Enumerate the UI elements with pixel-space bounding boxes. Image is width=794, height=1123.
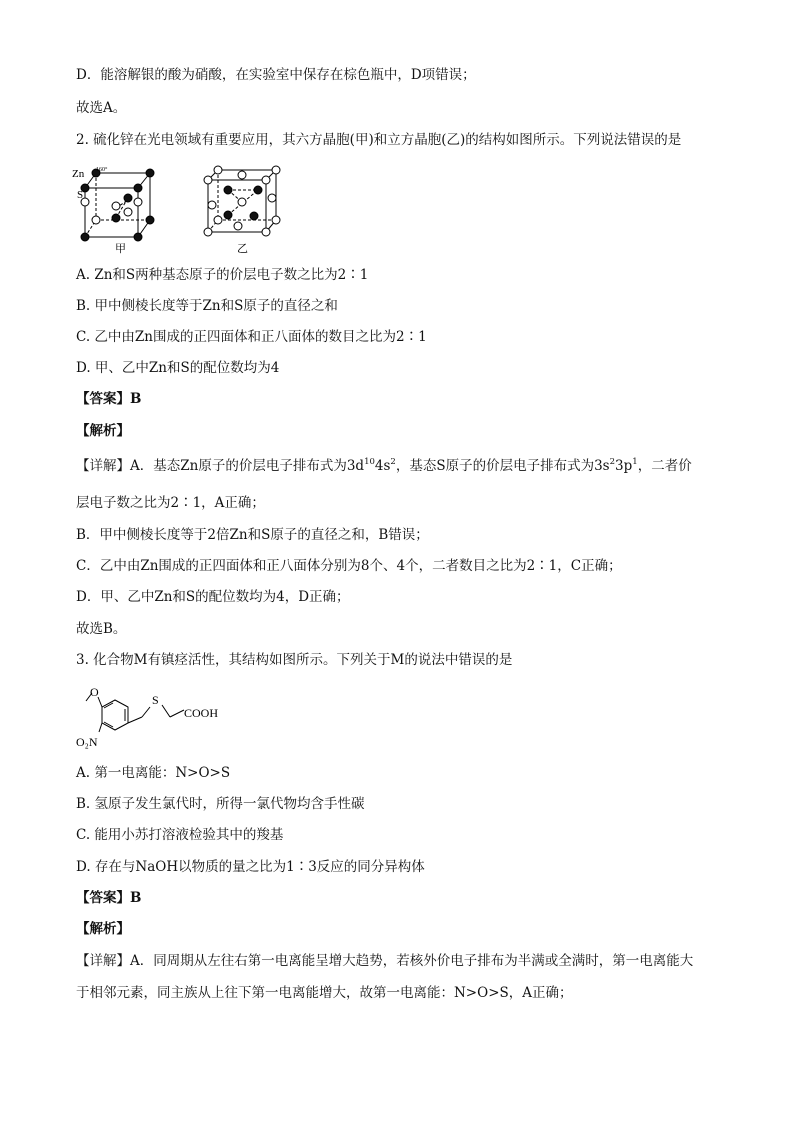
q3-option-a: A. 第一电离能：N>O>S [76, 765, 231, 781]
line-q1-choose: 故选A。 [76, 100, 127, 116]
q3-detail-a-1: 【详解】A．同周期从左往右第一电离能呈增大趋势，若核外价电子排布为半满或全满时，第一电离能大 [76, 953, 694, 969]
label-s: S [77, 189, 84, 201]
q3-option-c: C. 能用小苏打溶液检验其中的羧基 [76, 827, 284, 843]
q3-detail-a-2: 于相邻元素，同主族从上往下第一电离能增大，故第一电离能：N>O>S，A正确； [76, 985, 573, 1001]
q3-option-b: B. 氢原子发生氯代时，所得一氯代物均含手性碳 [76, 796, 365, 812]
compound-m-structure [72, 680, 242, 752]
q2-choose: 故选B。 [76, 621, 127, 637]
q3-option-d: D. 存在与NaOH以物质的量之比为1∶3反应的同分异构体 [76, 859, 425, 875]
q2-detail-a [76, 457, 692, 475]
q3-answer: 【答案】B [76, 890, 142, 906]
q2-option-b: B. 甲中侧棱长度等于Zn和S原子的直径之和 [76, 298, 338, 314]
q2-detail-a-line2: 层电子数之比为2∶1，A正确； [76, 495, 265, 511]
q2-option-a: A. Zn和S两种基态原子的价层电子数之比为2∶1 [76, 267, 369, 283]
q2-option-c: C. 乙中由Zn围成的正四面体和正八面体的数目之比为2∶1 [76, 329, 427, 345]
q2-detail-b: B．甲中侧棱长度等于2倍Zn和S原子的直径之和，B错误； [76, 527, 429, 543]
q2-detail-d: D．甲、乙中Zn和S的配位数均为4，D正确； [76, 589, 350, 605]
q2-detail-a-pre: 【详解】A．基态Zn原子的价层电子排布式为 [76, 458, 347, 474]
label-zn: Zn [72, 168, 85, 180]
q2-option-d: D. 甲、乙中Zn和S的配位数均为4 [76, 360, 280, 376]
q2-stem: 2. 硫化锌在光电领域有重要应用，其六方晶胞(甲)和立方晶胞(乙)的结构如图所示。下列说法错误的是 [76, 132, 682, 148]
label-angle: 160° [96, 167, 108, 173]
q2-answer: 【答案】B [76, 391, 142, 407]
line-q1-option-d: D．能溶解银的酸为硝酸，在实验室中保存在棕色瓶中，D项错误； [76, 67, 476, 83]
crystal-cells-figure [70, 160, 295, 255]
q2-analysis: 【解析】 [76, 423, 130, 439]
group-o2n: O₂N [76, 735, 98, 749]
group-cooh: COOH [184, 706, 219, 720]
atom-o: O [90, 685, 99, 699]
atom-s: S [152, 693, 159, 707]
q2-detail-a-post: ，二者价 [637, 458, 692, 474]
caption-jia: 甲 [115, 243, 126, 255]
q2-detail-a-mid: ，基态S原子的价层电子排布式为 [395, 458, 595, 474]
q3-analysis: 【解析】 [76, 921, 130, 937]
caption-yi: 乙 [237, 243, 248, 255]
zn-config: $3d^{10}4s^2$ [346, 457, 396, 474]
q2-detail-c: C．乙中由Zn围成的正四面体和正八面体分别为8个、4个，二者数目之比为2∶1，C正确； [76, 558, 622, 574]
q3-stem: 3. 化合物M有镇痉活性，其结构如图所示。下列关于M的说法中错误的是 [76, 652, 513, 668]
s-config: $3s^23p^1$ [594, 457, 638, 474]
